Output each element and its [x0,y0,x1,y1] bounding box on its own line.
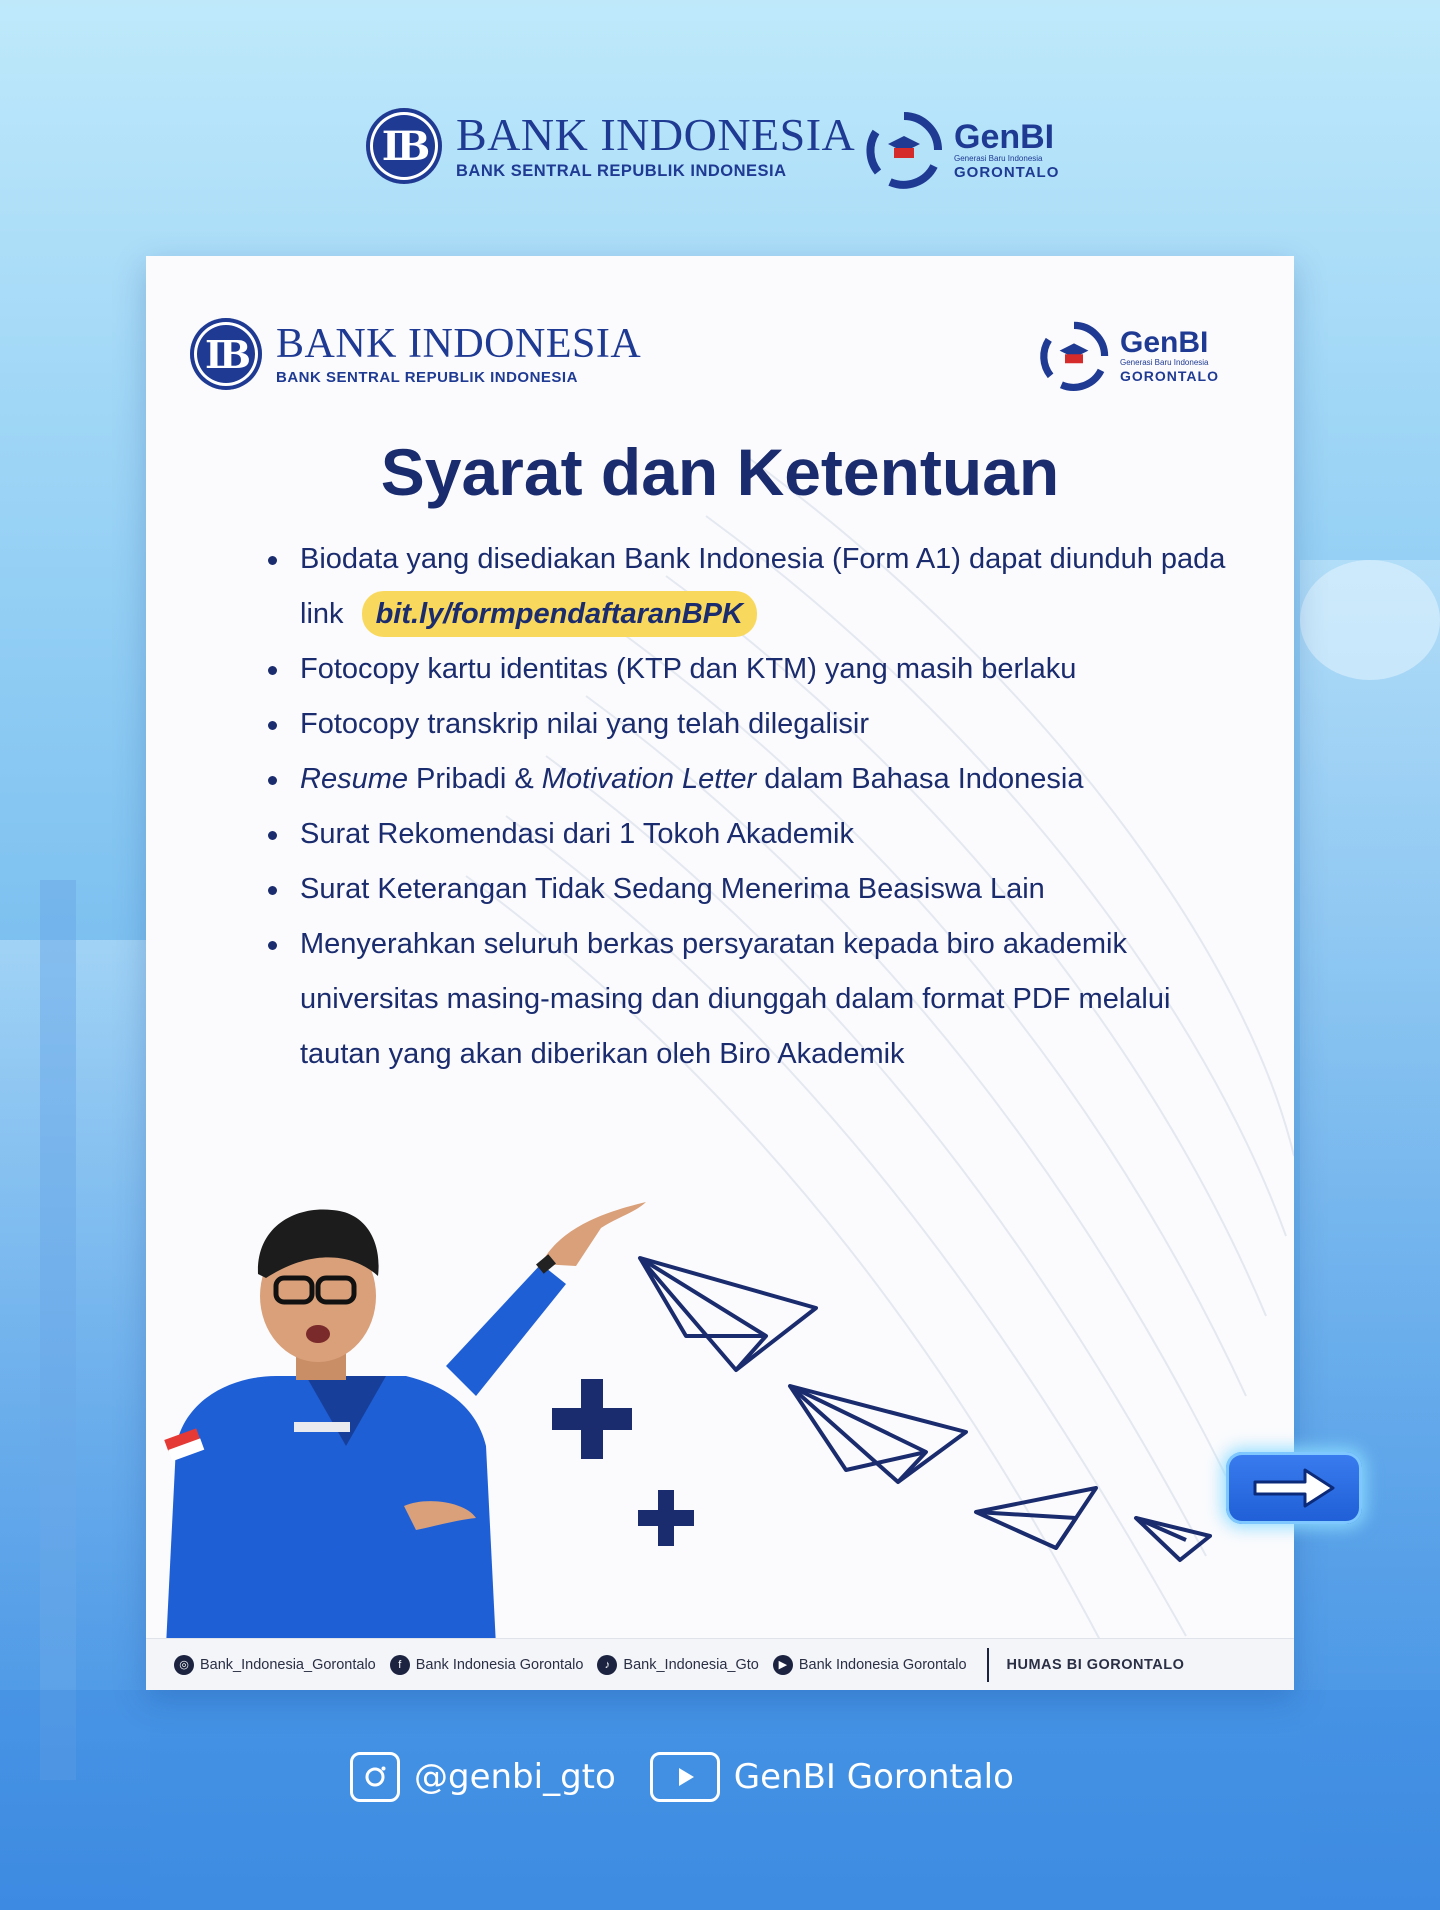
genbi-region: GORONTALO [954,163,1060,181]
bi-name: BANK INDONESIA [456,108,856,160]
footer-youtube[interactable] [773,1655,967,1675]
top-logo-bar [0,108,1440,198]
youtube-icon [650,1752,720,1802]
requirement-item: Menyerahkan seluruh berkas persyaratan kepada biro akademik universitas masing-masing dan diunggah dalam format PDF melalui tautan yang akan diberikan oleh Biro Akademik [268,917,1228,1082]
bank-indonesia-logo [366,108,855,184]
paper-plane-icon [976,1488,1096,1548]
social-instagram[interactable] [350,1752,616,1802]
card-bi-subtitle: BANK SENTRAL REPUBLIK INDONESIA [276,368,578,386]
decoration-planes [146,256,1294,1690]
genbi-emblem-icon [862,110,946,190]
requirement-item: Surat Rekomendasi dari 1 Tokoh Akademik [268,807,1228,862]
genbi-logo [862,110,1059,190]
paper-plane-icon [790,1386,966,1482]
card-genbi-title: GenBI [1120,326,1209,359]
requirement-text: dalam Bahasa Indonesia [756,763,1084,795]
social-youtube[interactable] [650,1752,1014,1802]
plus-icon [552,1379,632,1459]
footer-facebook-label: Bank Indonesia Gorontalo [415,1656,584,1673]
instagram-icon: ◎ [174,1655,194,1675]
genbi-title: GenBI [954,117,1055,156]
requirement-item: Fotocopy transkrip nilai yang telah dilegalisir [268,697,1228,752]
requirements-card [146,256,1294,1690]
footer-youtube-label: Bank Indonesia Gorontalo [798,1656,967,1673]
card-bi-name: BANK INDONESIA [276,320,642,367]
bi-subtitle: BANK SENTRAL REPUBLIK INDONESIA [456,161,787,180]
motivation-letter-text: Motivation Letter [541,763,757,795]
card-footer [146,1638,1294,1690]
social-instagram-label: @genbi_gto [414,1757,616,1797]
plus-icon [638,1490,694,1546]
card-genbi-region: GORONTALO [1120,368,1219,384]
footer-facebook[interactable] [390,1655,584,1675]
paper-plane-icon [640,1258,816,1370]
footer-humas: HUMAS BI GORONTALO [1006,1656,1185,1673]
social-links [350,1752,1048,1802]
bi-seal-icon: IB [366,108,442,184]
instagram-icon [350,1752,400,1802]
card-genbi-desc: Generasi Baru Indonesia [1120,358,1209,367]
social-youtube-label: GenBI Gorontalo [733,1757,1014,1797]
requirement-text: Biodata yang disediakan Bank Indonesia (Form A1) dapat diunduh pada link [300,543,1226,630]
tiktok-icon: ♪ [597,1655,617,1675]
next-button[interactable] [1226,1452,1362,1524]
footer-tiktok[interactable] [597,1655,758,1675]
requirement-item: Fotocopy kartu identitas (KTP dan KTM) yang masih berlaku [268,642,1228,697]
footer-instagram[interactable] [174,1655,376,1675]
requirement-item: Surat Keterangan Tidak Sedang Menerima Beasiswa Lain [268,862,1228,917]
form-link[interactable]: bit.ly/formpendaftaranBPK [362,591,757,637]
resume-text: Resume [300,763,408,795]
arrow-right-icon [1249,1466,1339,1510]
page-title: Syarat dan Ketentuan [380,435,1060,509]
youtube-icon: ▶ [773,1655,793,1675]
requirement-text: Pribadi & [408,763,542,795]
facebook-icon: f [390,1655,410,1675]
paper-plane-icon [1136,1518,1210,1560]
footer-instagram-label: Bank_Indonesia_Gorontalo [200,1656,376,1673]
footer-divider [987,1648,989,1682]
card-bi-seal-icon: IB [190,318,262,390]
genbi-desc: Generasi Baru Indonesia [954,153,1043,163]
footer-tiktok-label: Bank_Indonesia_Gto [623,1656,759,1673]
